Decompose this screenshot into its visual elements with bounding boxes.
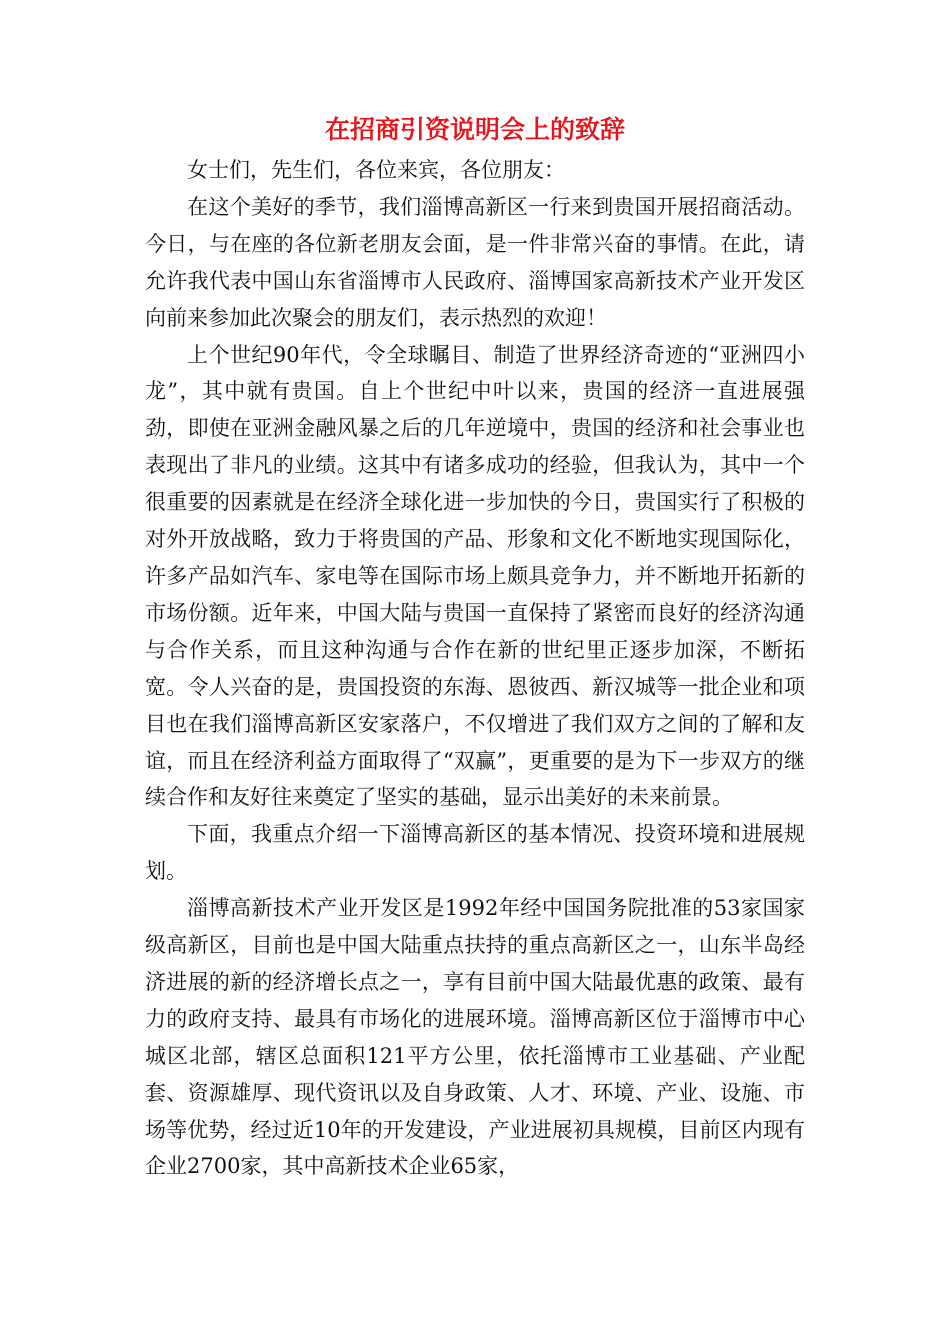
document-body xyxy=(145,152,805,1185)
paragraph-greeting: 女士们，先生们，各位来宾，各位朋友： xyxy=(187,158,565,182)
paragraph-economy: 上个世纪90年代，令全球瞩目、制造了世界经济奇迹的“亚洲四小龙”，其中就有贵国。自上个世纪中叶以来，贵国的经济一直进展强劲，即使在亚洲金融风暴之后的几年逆境中，贵国的经济和社会事业也表现出了非凡的业绩。这其中有诸多成功的经验，但我认为，其中一个很重要的因素就是在经济全球化进一步加快的今日，贵国实行了积极的对外开放战略，致力于将贵国的产品、形象和文化不断地实现国际化，许多产品如汽车、家电等在国际市场上颇具竞争力，并不断地开拓新的市场份额。近年来，中国大陆与贵国一直保持了紧密而良好的经济沟通与合作关系，而且这种沟通与合作在新的世纪里正逐步加深，不断拓宽。令人兴奋的是，贵国投资的东海、恩彼西、新汉城等一批企业和项目也在我们淄博高新区安家落户，不仅增进了我们双方之间的了解和友谊，而且在经济利益方面取得了“双赢”，更重要的是为下一步双方的继续合作和友好往来奠定了坚实的基础，显示出美好的未来前景。 xyxy=(145,342,805,810)
document-title: 在招商引资说明会上的致辞 xyxy=(324,115,625,144)
paragraph-zone-overview: 淄博高新技术产业开发区是1992年经中国国务院批准的53家国家级高新区，目前也是中国大陆重点扶持的重点高新区之一，山东半岛经济进展的新的经济增长点之一，享有目前中国大陆最优惠的政策、最有力的政府支持、最具有市场化的进展环境。淄博高新区位于淄博市中心城区北部，辖区总面积121平方公里，依托淄博市工业基础、产业配套、资源雄厚、现代资讯以及自身政策、人才、环境、产业、设施、市场等优势，经过近10年的开发建设，产业进展初具规模，目前区内现有企业2700家，其中高新技术企业65家， xyxy=(145,896,805,1179)
paragraph-introduction: 下面，我重点介绍一下淄博高新区的基本情况、投资环境和进展规划。 xyxy=(145,822,805,884)
paragraph-welcome: 在这个美好的季节，我们淄博高新区一行来到贵国开展招商活动。今日，与在座的各位新老朋友会面，是一件非常兴奋的事情。在此，请允许我代表中国山东省淄博市人民政府、淄博国家高新技术产业开发区向前来参加此次聚会的朋友们，表示热烈的欢迎！ xyxy=(145,194,805,330)
